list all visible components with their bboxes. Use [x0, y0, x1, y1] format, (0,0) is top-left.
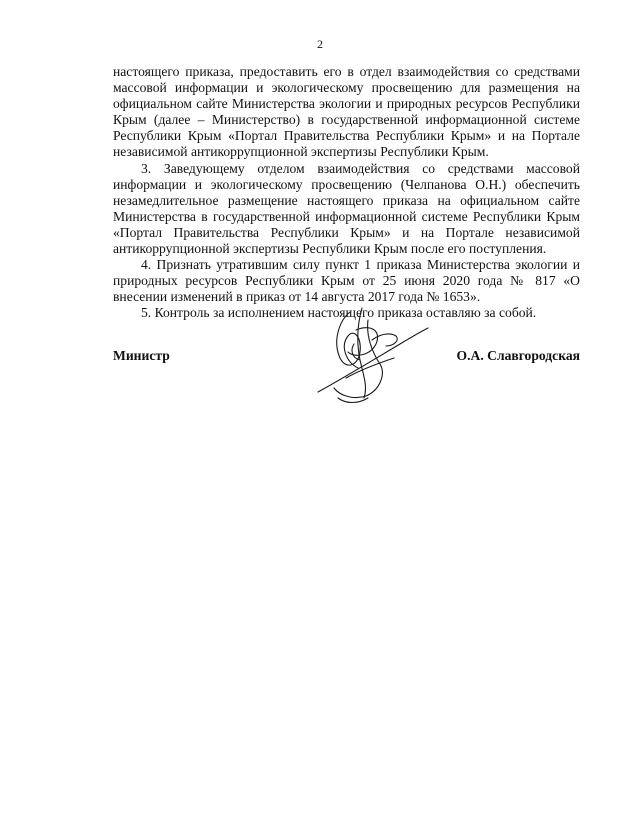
document-body	[113, 64, 580, 322]
page-number: 2	[317, 37, 323, 51]
paragraph-item-4: 4. Признать утратившим силу пункт 1 приказа Министерства экологии и природных ресурсов Республики Крым от 25 июня 2020 года № 817 «О внесении изменений в приказ от 14 августа 2017 года № 1653».	[113, 257, 580, 305]
handwritten-signature-icon	[310, 300, 430, 410]
paragraph-item-3: 3. Заведующему отделом взаимодействия со средствами массовой информации и экологическому просвещению (Челпанова О.Н.) обеспечить незамедлительное размещение настоящего приказа на официальном сайте Министерства в государственной информационной системе Республики Крым «Портал Правительства Республики Крым» и на Портале независимой антикоррупционной экспертизы Республики Крым после его поступления.	[113, 160, 580, 257]
paragraph-item-5: 5. Контроль за исполнением настоящего приказа оставляю за собой.	[141, 305, 537, 321]
signatory-title: Министр	[113, 348, 170, 363]
paragraph-continuation: настоящего приказа, предоставить его в отдел взаимодействия со средствами массовой информации и экологическому просвещению для размещения на официальном сайте Министерства экологии и природных ресурсов Республики Крым (далее – Министерство) в государственной информационной системе Республики Крым «Портал Правительства Республики Крым» и на Портале независимой антикоррупционной экспертизы Республики Крым.	[113, 64, 580, 160]
signatory-name: О.А. Славгородская	[456, 348, 580, 363]
